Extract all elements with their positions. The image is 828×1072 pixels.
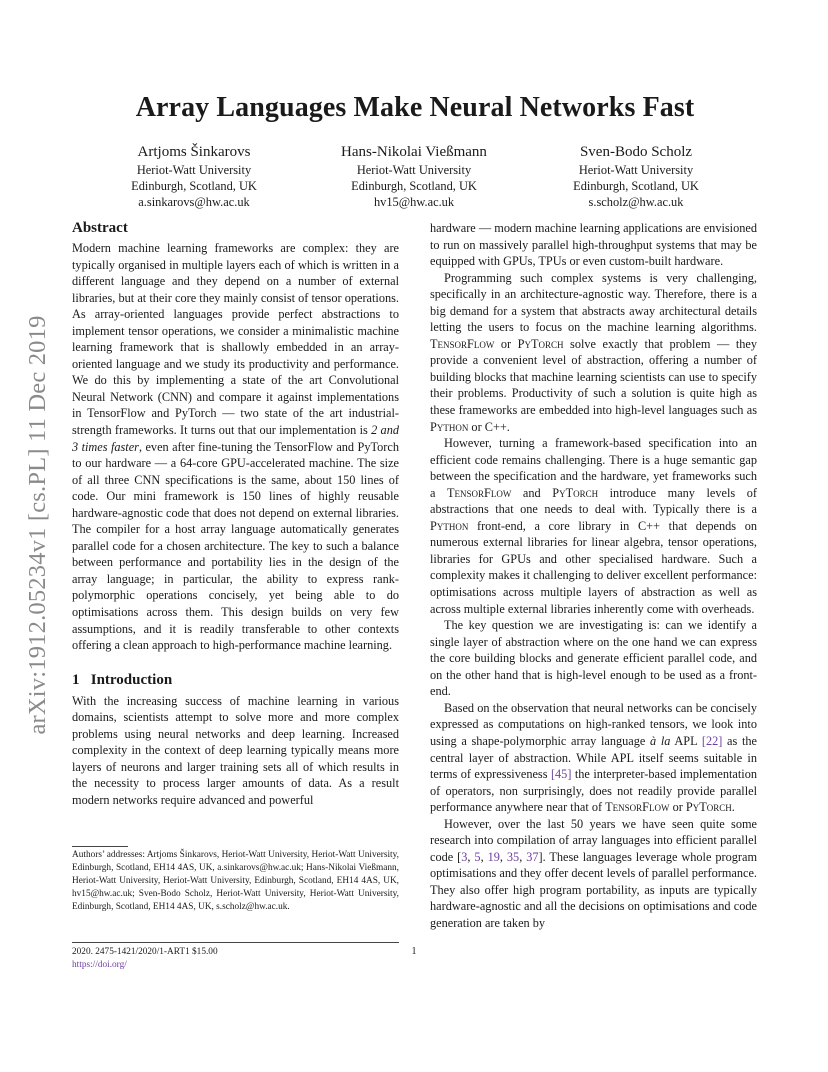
author-block-2 [294,143,534,210]
citation-link[interactable]: 19 [487,849,500,864]
author-affiliation: Heriot-Watt University [136,163,252,177]
left-column [72,219,399,809]
abstract-emphasis: 2 and 3 times faster [72,423,399,454]
author-email: s.scholz@hw.ac.uk [588,195,684,209]
citation-link[interactable]: 3 [461,849,468,864]
right-paragraph-1: hardware — modern machine learning applications are envisioned to run on massively parallel high-throughput systems that may be equipped with GPUs, TPUs or even custom-built hardware. [430,221,757,269]
author-affiliation: Heriot-Watt University [578,163,694,177]
author-email: hv15@hw.ac.uk [373,195,455,209]
citation-link[interactable]: [22] [701,733,723,748]
abstract-text: Modern machine learning frameworks are complex: they are typically organised in multiple layers each of which is written in a different language and they depend on a number of external libraries, but at their core they mainly consist of tensor operations. As array-oriented languages provide perfect abstractions to implement tensor operations, we consider a minimalistic machine learning framework that is shallowly embedded in an array-oriented language and we study its productivity and performance. We do this by implementing a state of the art Convolutional Neural Network (CNN) and compare it against implementations in TensorFlow and PyTorch — two state of the art industrial-strength frameworks. It turns out that our implementation is 2 and 3 times faster, even after fine-tuning the TensorFlow and PyTorch to our hardware — a 64-core GPU-accelerated machine. The size of all three CNN specifications is the same, about 150 lines of code. Our mini framework is 150 lines of highly reusable hardware-agnostic code that does not depend on external libraries. The compiler for a host array language automatically generates parallel code for a chosen architecture. The key to such a balance between performance and portability lies in the design of the array language; in particular, the ability to express rank-polymorphic operations concisely, yet being able to do optimisations across them. This design builds on very few assumptions, and it is readily transferable to other contexts offering a clean approach to high-performance machine learning. [72,241,399,653]
author-name: Sven-Bodo Scholz [579,144,693,160]
abstract-heading: Abstract [72,220,128,236]
copyright-line: 2020. 2475-1421/2020/1-ART1 $15.00 [72,947,218,957]
author-location: Edinburgh, Scotland, UK [573,179,699,193]
author-location: Edinburgh, Scotland, UK [351,179,477,193]
right-paragraph-3: However, turning a framework-based specification into an efficient code remains challenging. There is a huge semantic gap between the specification and the hardware, yet frameworks such a TensorFlow and PyTorch introduce many levels of abstractions that one needs to deal with. Typically there is a Python front-end, a core library in C++ that depends on numerous external libraries for linear algebra, tensor operations, libraries for GPUs and other specialised hardware. Such a complexity makes it challenging to deliver excellent performance: optimisations across multiple layers of abstraction as well as across multiple external libraries inherently come with overheads. [430,436,757,616]
copyright-rule [72,942,399,943]
footnote-rule [72,846,128,847]
author-name: Hans-Nikolai Vießmann [341,144,487,160]
author-location: Edinburgh, Scotland, UK [131,179,257,193]
paper-title: Array Languages Make Neural Networks Fast [135,92,695,123]
right-column [430,220,757,932]
citation-link[interactable]: 35 [506,849,520,864]
author-addresses-footnote: Authors’ addresses: Artjoms Šinkarovs, Heriot-Watt University, Heriot-Watt University, Edinburgh, Scotland, EH14 4AS, UK, a.sinkarovs@hw.ac.uk; Hans-Nikolai Vießmann, Heriot-Watt University, Heriot-Watt University, Edinburgh, Scotland, EH14 4AS, UK, hv15@hw.ac.uk; Sven-Bodo Scholz, Heriot-Watt University, Heriot-Watt University, Edinburgh, Scotland, EH14 4AS, UK, s.scholz@hw.ac.uk. [72,850,399,912]
citation-link[interactable]: 5 [474,849,481,864]
author-block-3 [516,143,756,210]
section-heading-introduction: 1 Introduction [72,671,173,688]
author-block-1 [74,143,314,210]
author-affiliation: Heriot-Watt University [356,163,472,177]
intro-paragraph-1: With the increasing success of machine learning in various domains, scientists attempt to solve more and more complex problems using neural networks and deep learning. Increased complexity in the context of deep learning typically means more layers of neurons and larger training sets all of which results in the necessity to process larger amounts of data. As a result modern networks require advanced and powerful [72,693,399,807]
doi-link[interactable]: https://doi.org/ [72,960,127,970]
right-paragraph-5: Based on the observation that neural networks can be concisely expressed as computations on high-ranked tensors, we look into using a shape-polymorphic array language à la APL [22] as the central layer of abstraction. While APL itself seems suitable in terms of expressiveness [45] the interpreter-based implementation of operators, non surprisingly, does not readily provide parallel performance anywhere near that of TensorFlow or PyTorch. [430,700,757,815]
page-number: 1 [411,946,417,957]
arxiv-stamp: arXiv:1912.05234v1 [cs.PL] 11 Dec 2019 [24,315,51,735]
doi-line [72,959,399,972]
author-name: Artjoms Šinkarovs [137,144,251,160]
citation-link[interactable]: 37 [526,849,539,864]
citation-link[interactable]: [45] [550,767,572,782]
right-paragraph-6: However, over the last 50 years we have seen quite some research into compilation of array languages into efficient parallel code [3, 5, 19, 35, 37]. These languages leverage whole program optimisations and they offer decent levels of parallel performance. They also offer high program portability, as inputs are typically hardware-agnostic and all the decisions on optimisations and code generation are taken by [430,816,758,930]
right-paragraph-4: The key question we are investigating is: can we identify a single layer of abstraction where on the one hand we can express the core building blocks and generate efficient parallel code, and on the other hand that is high-level enough to be used as a front-end. [430,618,757,699]
right-paragraph-2: Programming such complex systems is very challenging, specifically in an architecture-agnostic way. Therefore, there is a big demand for a system that abstracts away architectural details letting the users to focus on the machine learning algorithms. TensorFlow or PyTorch solve exactly that problem — they provide a convenient level of abstraction, offering a number of building blocks that machine learning scientists can use to specify their problems. Productivity of such a solution is quite high as these frameworks are embedded into high-level languages such as Python or C++. [430,270,757,434]
author-email: a.sinkarovs@hw.ac.uk [138,195,250,209]
